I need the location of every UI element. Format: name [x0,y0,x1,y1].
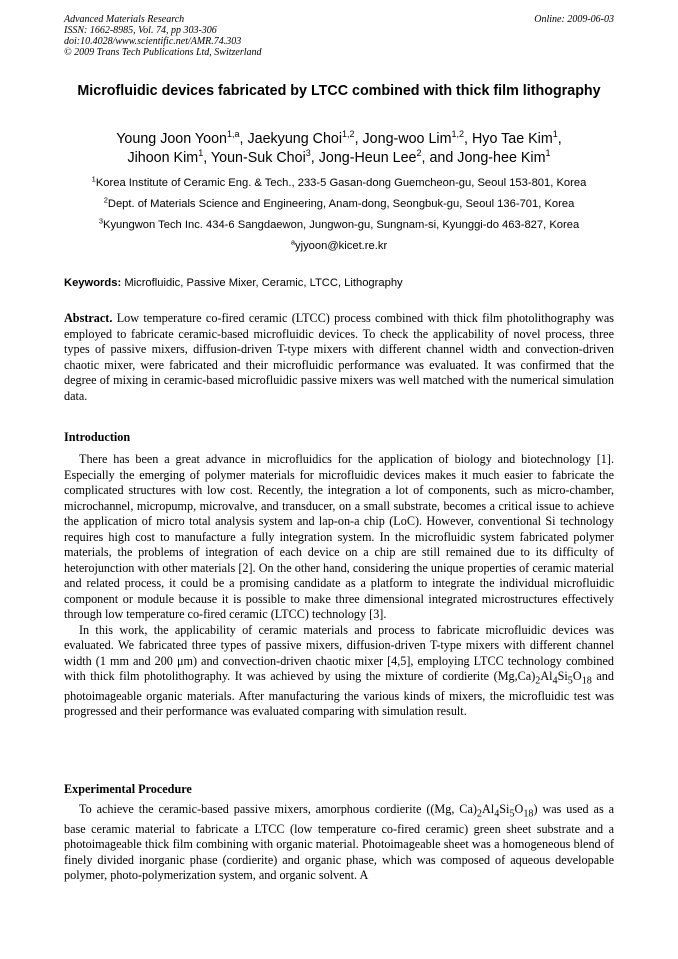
author: Young Joon Yoon$^{1,a}$, [116,129,248,147]
author-list [64,130,614,168]
abstract-text: Low temperature co-fired ceramic (LTCC) process combined with thick film photolithography was employed to fabricate ceramic-based microfluidic devices. To check the applicability of novel process, three types of passive mixers, diffusion-driven T-type mixers with different channel width and convection-driven chaotic mixer, were fabricated and their microfluidic performance was evaluated. It was confirmed that the degree of mixing in ceramic-based microfluidic passive mixers was well matched with the numerical simulation data. [64,311,614,403]
affiliation-3: $^3$Kyungwon Tech Inc. 434-6 Sangdaewon, Jungwon-gu, Sungnam-si, Kyunggi-do 463-827, Korea [98,216,580,231]
keywords-label: Keywords: [64,277,122,289]
journal-name: Advanced Materials Research [64,14,185,25]
introduction-body [64,452,614,720]
abstract [64,311,614,404]
corresponding-email: $^a$yjyoon@kicet.re.kr [290,237,388,252]
doi-line: doi:10.4028/www.scientific.net/AMR.74.303 [64,36,242,47]
author: Hyo Tae Kim$^1$, [471,129,562,147]
journal-header [64,14,262,58]
author: and Jong-hee Kim$^1$ [429,148,551,166]
experimental-paragraph: To achieve the ceramic-based passive mixers, amorphous cordierite ((Mg, $Ca)_2Al_4Si_5O_{18}$) was used as a base ceramic material to fabricate a LTCC (low temperature co-fired ceramic) green sheet substrate and a photoimageable thick film combining with organic material. Photoimageable sheet was a homogeneous blend of finely divided inorganic phase (cordierite) and organic phase, which was composed of aqueous developable polymer, photo-polymerization system, and organic solvent. A [64,802,615,883]
author: Jong-woo Lim$^{1,2}$, [362,129,472,147]
author: Jaekyung Choi$^{1,2}$, [247,129,363,147]
abstract-label: Abstract. [64,311,113,325]
author: Jong-Heun Lee$^2$, [318,148,430,166]
copyright-line: © 2009 Trans Tech Publications Ltd, Switzerland [64,47,262,58]
keywords [64,276,614,290]
experimental-heading: Experimental Procedure [64,782,192,796]
author: Youn-Suk Choi$^3$, [210,148,319,166]
intro-paragraph-1: There has been a great advance in microfluidics for the application of biology and biotechnology [1]. Especially the emerging of polymer materials for microfluidic devices makes it much easier to fabricate the complicated structures with low cost. Recently, the integration a lot of components, such as micro-chamber, microchannel, micropump, microvalve, and transducer, on a small substrate, becomes a critical issue to achieve the application of micro total analysis system and lap-on-a chip (LoC). However, conventional Si technology requires high cost to manufacture a fully integration system. In the microfluidic system fabricated polymer materials, the problems of integration of each device on a chip are still remained due to its difficulty of heterojunction with other materials [2]. On the other hand, considering the unique properties of ceramic material and related process, it could be a promising candidate as a platform to integrate the individual microfluidic component or module because it is possible to make three dimensional integrated microstructures effectively through low temperature co-fired ceramic (LTCC) technology [3]. [64,452,614,621]
introduction-heading: Introduction [64,430,131,444]
online-date: Online: 2009-06-03 [534,14,614,25]
intro-paragraph-2: In this work, the applicability of ceramic materials and process to fabricate microfluidic devices was evaluated. We fabricated three types of passive mixers, diffusion-driven T-type mixers with different channel width (1 mm and 200 μm) and convection-driven chaotic mixer [4,5], employing LTCC technology combined with thick film photolithography. It was achieved by using the mixture of cordierite $(Mg,Ca)_2Al_4Si_5O_{18}$ and photoimageable organic materials. After manufacturing the various kinds of mixers, the microfluidic test was progressed and their performance was evaluated comparing with simulation result. [64,622,614,719]
paper-title: Microfluidic devices fabricated by LTCC combined with thick film lithography [77,83,601,99]
issn-line: ISSN: 1662-8985, Vol. 74, pp 303-306 [64,25,217,36]
affiliation-2: $^2$Dept. of Materials Science and Engineering, Anam-dong, Seongbuk-gu, Seoul 136-701, Korea [103,195,575,210]
keywords-text: Microfluidic, Passive Mixer, Ceramic, LTCC, Lithography [124,277,403,289]
author: Jihoon Kim$^1$, [127,148,211,166]
affiliation-1: $^1$Korea Institute of Ceramic Eng. & Tech., 233-5 Gasan-dong Guemcheon-gu, Seoul 153-801, Korea [91,174,587,189]
experimental-body [64,802,614,884]
